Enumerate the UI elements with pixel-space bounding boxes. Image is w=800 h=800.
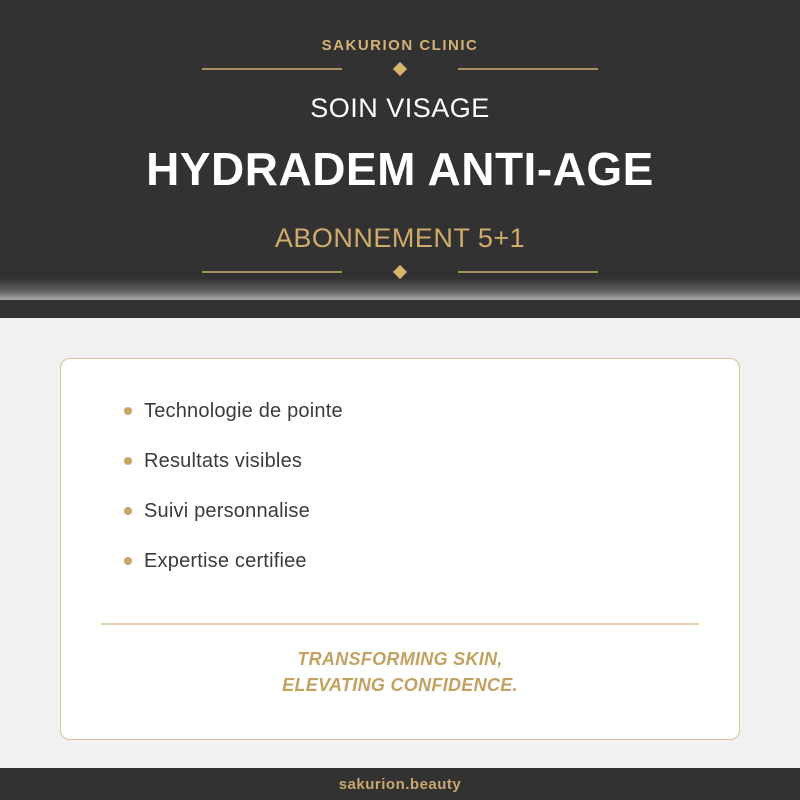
header-dark-strip	[0, 300, 800, 318]
feature-label: Resultats visibles	[144, 449, 303, 472]
ornamental-divider	[202, 63, 598, 76]
tagline-line1: TRANSFORMING SKIN,	[297, 649, 503, 669]
feature-label: Suivi personnalise	[144, 499, 310, 522]
category-subtitle: SOIN VISAGE	[310, 92, 490, 123]
content-area	[0, 318, 800, 768]
divider-gap	[405, 69, 458, 70]
website-label: sakurion.beauty	[338, 775, 462, 793]
bullet-icon	[124, 507, 132, 515]
bullet-icon	[124, 407, 132, 415]
feature-label: Expertise certifiee	[144, 549, 307, 572]
divider-gap	[342, 271, 395, 272]
diamond-icon	[393, 265, 407, 279]
list-item	[124, 399, 699, 423]
list-item	[124, 549, 699, 573]
divider-line	[202, 68, 342, 70]
footer	[0, 768, 800, 800]
divider-gap	[342, 69, 395, 70]
divider-line	[458, 271, 598, 273]
ornamental-divider	[202, 266, 598, 279]
feature-card	[60, 358, 740, 740]
header	[0, 0, 800, 278]
card-divider	[101, 623, 699, 625]
page-title: HYDRADEM ANTI-AGE	[146, 142, 654, 195]
clinic-name: SAKURION CLINIC	[321, 37, 479, 54]
list-item	[124, 449, 699, 473]
feature-list	[101, 399, 699, 573]
bullet-icon	[124, 557, 132, 565]
tagline	[101, 646, 699, 698]
offer-subtitle: ABONNEMENT 5+1	[274, 222, 526, 253]
tagline-line2: ELEVATING CONFIDENCE.	[282, 675, 518, 695]
divider-gap	[405, 271, 458, 272]
header-gradient-band	[0, 278, 800, 300]
bullet-icon	[124, 457, 132, 465]
feature-label: Technologie de pointe	[144, 399, 343, 422]
divider-line	[458, 68, 598, 70]
list-item	[124, 499, 699, 523]
divider-line	[202, 271, 342, 273]
diamond-icon	[393, 62, 407, 76]
